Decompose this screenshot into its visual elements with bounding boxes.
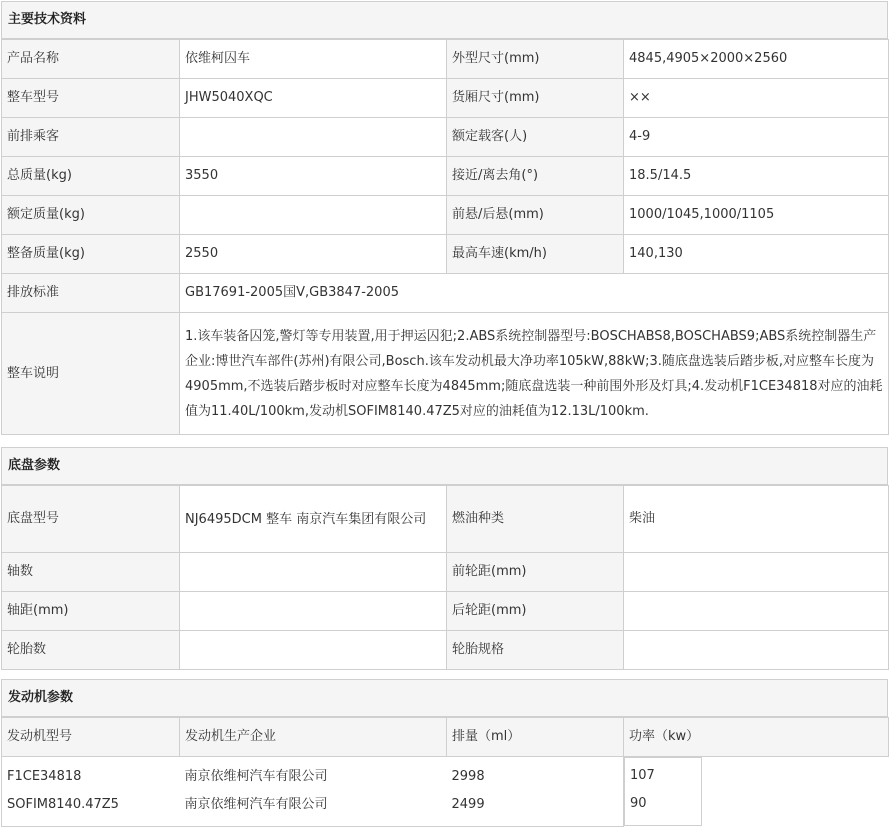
emission-label: 排放标准	[2, 274, 180, 313]
table-row	[2, 157, 889, 196]
table-row	[2, 118, 889, 157]
engine-maker-cell	[180, 757, 447, 827]
front-passenger-label: 前排乘客	[2, 118, 180, 157]
vehicle-note-value: 1.该车装备囚笼,警灯等专用装置,用于押运囚犯;2.ABS系统控制器型号:BOSCHABS8,BOSCHABS9;ABS系统控制器生产企业:博世汽车部件(苏州)有限公司,Bosch.该车发动机最大净功率105kW,88kW;3.随底盘选装后踏步板,对应整车长度为4905mm,不选装后踏步板时对应整车长度为4845mm;随底盘选装一种前围外形及灯具;4.发动机F1CE34818对应的油耗值为11.40L/100km,发动机SOFIM8140.47Z5对应的油耗值为12.13L/100km.	[180, 313, 889, 435]
table-row	[2, 235, 889, 274]
displacement-header: 排量（ml）	[447, 718, 624, 757]
rear-track-value	[624, 592, 889, 631]
rated-mass-label: 额定质量(kg)	[2, 196, 180, 235]
table-row	[2, 718, 889, 757]
chassis-section-title: 底盘参数	[1, 447, 888, 485]
rated-mass-value	[180, 196, 447, 235]
power-1: 107	[630, 768, 655, 783]
chassis-model-value: NJ6495DCM 整车 南京汽车集团有限公司	[180, 486, 447, 553]
engine-model-cell	[2, 757, 180, 827]
engine-section-title: 发动机参数	[1, 679, 888, 717]
engine-table	[1, 717, 889, 827]
engine-model-header: 发动机型号	[2, 718, 180, 757]
tire-spec-label: 轮胎规格	[447, 631, 624, 670]
tech-table	[1, 39, 889, 435]
curb-mass-label: 整备质量(kg)	[2, 235, 180, 274]
rear-track-label: 后轮距(mm)	[447, 592, 624, 631]
power-cell	[624, 757, 889, 827]
tech-section-title: 主要技术资料	[1, 1, 888, 39]
max-speed-value: 140,130	[624, 235, 889, 274]
total-mass-value: 3550	[180, 157, 447, 196]
wheelbase-value	[180, 592, 447, 631]
table-row	[2, 592, 889, 631]
fuel-type-label: 燃油种类	[447, 486, 624, 553]
curb-mass-value: 2550	[180, 235, 447, 274]
product-name-label: 产品名称	[2, 40, 180, 79]
engine-model-1: F1CE34818	[7, 769, 82, 785]
cargo-size-value: ××	[624, 79, 889, 118]
table-row	[2, 196, 889, 235]
approach-angle-value: 18.5/14.5	[624, 157, 889, 196]
product-name-value: 依维柯囚车	[180, 40, 447, 79]
table-row	[2, 79, 889, 118]
total-mass-label: 总质量(kg)	[2, 157, 180, 196]
engine-model-2: SOFIM8140.47Z5	[7, 797, 119, 813]
vehicle-note-label: 整车说明	[2, 313, 180, 435]
front-passenger-value	[180, 118, 447, 157]
engine-maker-1: 南京依维柯汽车有限公司	[184, 769, 328, 785]
wheelbase-label: 轴距(mm)	[2, 592, 180, 631]
table-row	[2, 631, 889, 670]
max-speed-label: 最高车速(km/h)	[447, 235, 624, 274]
cargo-size-label: 货厢尺寸(mm)	[447, 79, 624, 118]
displacement-cell	[447, 757, 624, 827]
rated-passengers-value: 4-9	[624, 118, 889, 157]
vehicle-model-value: JHW5040XQC	[180, 79, 447, 118]
table-row	[2, 40, 889, 79]
front-track-value	[624, 553, 889, 592]
power-box	[624, 757, 702, 826]
table-row	[2, 486, 889, 553]
overhang-value: 1000/1045,1000/1105	[624, 196, 889, 235]
tire-count-label: 轮胎数	[2, 631, 180, 670]
front-track-label: 前轮距(mm)	[447, 553, 624, 592]
axle-count-value	[180, 553, 447, 592]
emission-value: GB17691-2005国Ⅴ,GB3847-2005	[180, 274, 889, 313]
dimensions-value: 4845,4905×2000×2560	[624, 40, 889, 79]
chassis-table	[1, 485, 889, 670]
approach-angle-label: 接近/离去角(°)	[447, 157, 624, 196]
engine-maker-2: 南京依维柯汽车有限公司	[184, 797, 328, 813]
table-row	[2, 553, 889, 592]
displacement-1: 2998	[451, 769, 485, 785]
chassis-model-label: 底盘型号	[2, 486, 180, 553]
power-header: 功率（kw）	[624, 718, 889, 757]
dimensions-label: 外型尺寸(mm)	[447, 40, 624, 79]
tire-count-value	[180, 631, 447, 670]
vehicle-model-label: 整车型号	[2, 79, 180, 118]
engine-maker-header: 发动机生产企业	[180, 718, 447, 757]
tire-spec-value	[624, 631, 889, 670]
power-2: 90	[630, 796, 647, 811]
axle-count-label: 轴数	[2, 553, 180, 592]
fuel-type-value: 柴油	[624, 486, 889, 553]
overhang-label: 前悬/后悬(mm)	[447, 196, 624, 235]
table-row	[2, 274, 889, 313]
table-row	[2, 757, 889, 827]
table-row	[2, 313, 889, 435]
displacement-2: 2499	[451, 797, 485, 813]
rated-passengers-label: 额定载客(人)	[447, 118, 624, 157]
